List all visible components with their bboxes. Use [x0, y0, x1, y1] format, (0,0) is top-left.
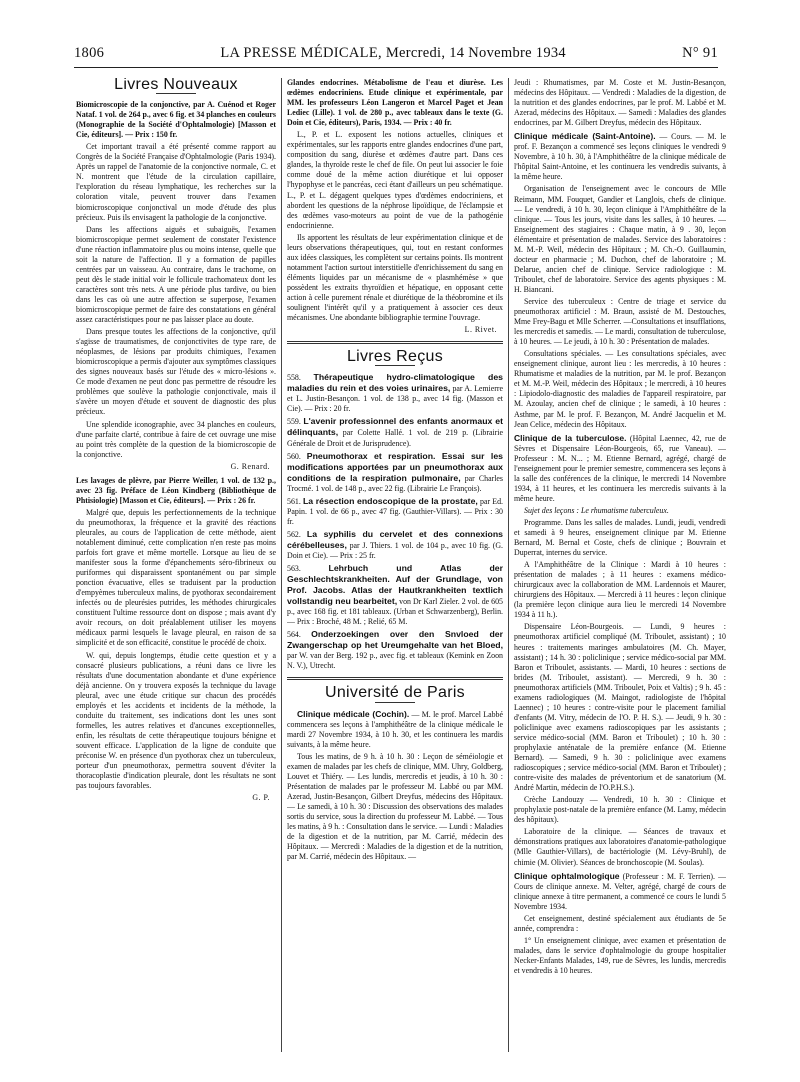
clinic-heading: Clinique de la tuberculose. [514, 432, 627, 443]
item-number: 559. [287, 417, 301, 427]
section-title-universite [287, 684, 503, 702]
review-paragraph: L., P. et L. exposent les notions actuelles, cliniques et expérimentales, sur les rapports entre glandes endocrines d'une part, composition du sang, diurèse et œdèmes d'autre part. Dans ces glandes, la thyroïde reste le chef de file. On peut lui associer le foie comme doué de la même action diurétique et lui opposer l'hypophyse et le pancréas, ceci étant d'ailleurs un peu schématique. L., P. et L. dégagent quelques types d'œdèmes endocriniens, et abordent les questions de la néphrose lipoïdique, de l'éclampsie et des œdèmes vaso-moteurs au point de vue de la pathogénie endocrinienne. [287, 130, 503, 230]
reviewer-signature: G. Renard. [230, 461, 270, 471]
announcement-paragraph: Organisation de l'enseignement avec le concours de Mlle Reimann, MM. Fouquet, Gandier et Langlois, chefs de clinique. — Le vendredi, à 10 h. 30, leçon clinique à l'Amphithéâtre de la clinique. — Tous les jours, visite dans les salles, à 10 heures. — Enseignement des stagiaires : Chaque matin, à 9 . 30, leçon élémentaire et présentation de malades. Service des laboratoires : M. M.-P. Weil, médecin des Hôpitaux ; M. Ch.-O. Guillaumin, docteur en pharmacie ; M. Duchon, chef de laboratoire ; M. Delarue, ancien chef de clinique. Service radiologique : M. Triboulet, chef de laboratoire. Service des agents physiques : M. H. Biancani. [514, 184, 726, 294]
announcement-paragraph [514, 871, 726, 912]
review-paragraph: W. qui, depuis longtemps, étudie cette question et y a consacré plusieurs publications, a réuni dans ce livre les résultats d'une documentation abondante et d'une expérience déjà ancienne. On y trouvera exposés la technique du lavage pleural, avec une étude critique sur chacun des procédés employés et les accidents et incidents de la méthode, la conduite du traitement, ses indications dont les unes sont formelles, les autres relatives et d'ancunes exceptionnelles, enfin, les résultats de cette thérapeutique toujours bénigne et souvent efficace. L'application de la ligne de conduite que préconise W. en présence d'un pyothorax chez un tuberculeux, porteur d'un pneumothorax, permettra souvent d'éviter la thoracoplastie d'indication pleurale, dont les résultats ne sont pas toujours favorables. [76, 650, 276, 791]
item-number: 561. [287, 496, 301, 506]
review-paragraph: Malgré que, depuis les perfectionnements de la technique du pneumothorax, la fréquence et la gravité des réactions pleurales, au cours de l'application de cette méthode, aient notablement diminué, cette complication n'en reste pas moins parfois fort grave et même mortelle. Lorsque au lieu de se manifester sous la forme d'épanchements séro-fibrineux ou puriformes qui disparaissent spontanément ou par simple ponction évacuative, elles se traduisent par la production d'empyèmes tuberculeux malins, de pyothorax secondairement infectés ou de pleurésies putrides, les méthodes chirurgicales constituent l'ultime ressource dont on dispose ; mais avant d'y avoir recours, on doit préalablement utiliser les moyens médicaux parmi lesquels le lavage pleural, en raison de sa simplicité et de son efficacité, constitue le procédé de choix. [76, 507, 276, 648]
item-title: Lehrbuch und Atlas der Geschlechtskrankheiten. Auf der Grundlage, von Prof. Jacobs. Atlas der Hautkrankheiten textlich vollstandig neu bearbeitet, [287, 563, 503, 607]
section-title-text: Livres Reçus [346, 348, 444, 366]
book-reference: Glandes endocrines. Métabolisme de l'eau et diurèse. Les œdèmes endocriniens. Etude clinique et expérimentale, par MM. les professeurs Léon Langeron et Marcel Paget et Jean Lediec (Lille). 1 vol. de 280 p., avec tableaux dans le texte (G. Doin et Cie, éditeurs), Paris, 1934. — Prix : 40 fr. [287, 78, 503, 128]
received-books-list [287, 372, 503, 671]
announcement-paragraph: 1° Un enseignement clinique, avec examen et présentation de malades, dans le service d'ophtalmologie du groupe hospitalier Necker-Enfants Malades, 149, rue de Sèvres, les lundis, mercredis et vendredis à 10 heures. [514, 935, 726, 975]
item-title: La syphilis du cervelet et des connexions cérébelleuses, [287, 528, 503, 550]
item-title: La résection endoscopique de la prostate, [303, 495, 478, 506]
announcement-paragraph: Consultations spéciales. — Les consultations spéciales, avec enseignement clinique, auront lieu : les mercredis, à 10 heures : Rhumatisme et maladies de la nutrition, par M. le prof. Bezançon et M. M.-P. Weil, médecin des Hôpitaux ; le mercredi, à 10 heures : Lipiodolo-diagnostic des maladies de l'appareil respiratoire, par M. Azoulay, ancien chef de clinique ; le samedi, à 10 heures : Asthme, par M. le prof. F. Bezançon, M. André Jacquelin et M. Jean Celice, médecin des Hôpitaux. [514, 349, 726, 429]
header-rule [74, 67, 718, 68]
item-details: par Ed. Papin. 1 vol. de 66 p., avec 47 fig. (Gauthier-Villars). — Prix : 30 fr. [287, 496, 503, 526]
announcement-text: (Professeur : M. F. Terrien). — Cours de clinique annexe. M. Velter, agrégé, chargé de cours de clinique annexe à titre permanent, a commencé ce cours le lundi 5 Novembre 1934. [514, 871, 726, 911]
review-paragraph: Une splendide iconographie, avec 34 planches en couleurs, d'une parfaite clarté, contribue à faire de cet ouvrage une mise au point très complète de la question de la biomicroscopie de la conjonctive. [76, 419, 276, 459]
received-book-item [287, 629, 503, 671]
announcement-paragraph [287, 709, 503, 750]
announcement-paragraph: Crèche Landouzy — Vendredi, 10 h. 30 : Clinique et prophylaxie post-natale de la première enfance (M. Lamy, médecin des hôpitaux). [514, 795, 726, 825]
item-number: 564. [287, 630, 301, 640]
announcement-text: — Cours. — M. le prof. F. Bezançon a commencé ses leçons cliniques le vendredi 9 Novembre, à 10 h. 30, à l'Amphithéâtre de la clinique médicale de l'hôpital Saint-Antoine, et les continuera les vendredis suivants, à la même heure. [514, 132, 726, 182]
item-number: 560. [287, 451, 301, 461]
section-title-text: Livres Nouveaux [114, 78, 238, 93]
received-book-item [287, 451, 503, 494]
issue-number: N° 91 [682, 45, 718, 61]
column-3 [514, 78, 726, 1052]
page-header [74, 45, 718, 65]
section-separator [287, 341, 503, 344]
received-book-item [287, 496, 503, 527]
announcement-paragraph: Laboratoire de la clinique. — Séances de travaux et démonstrations pratiques aux laboratoires d'anatomie-pathologique (Mlle Gauthier-Villars), de bactériologie (M. Lévy-Bruhl), de chimie (M. Olivier). Séances de bronchoscopie (M. Soulas). [514, 827, 726, 867]
announcement-paragraph: Jeudi : Rhumatismes, par M. Coste et M. Justin-Besançon, médecins des Hôpitaux. — Vendredi : Maladies de la digestion, de la nutrition et des glandes endocrines, par le prof. M. Labbé et M. Azerad, médecins des Hôpitaux. — Samedi : Maladies des glandes endocrines, par M. Gilbert Dreyfus, médecin des Hôpitaux. [514, 78, 726, 128]
item-number: 562. [287, 529, 301, 539]
announcement-paragraph: Cet enseignement, destiné spécialement aux étudiants de 5e année, comprendra : [514, 913, 726, 933]
item-details: par Charles Trocmé. 1 vol. de 148 p., avec 22 fig. (Librairie Le François). [287, 473, 503, 493]
item-title: Thérapeutique hydro-climatologique des maladies du rein et des voies urinaires, [287, 372, 503, 394]
announcement-paragraph: Service des tuberculeux : Centre de triage et service du pneumothorax artificiel : M. Braun, assisté de M. Destouches, Mme Frey-Bagu et Mlle Scherrer. —Consultations et insufflations, les mercredis et samedis. — Le mardi, consultation de tuberculose, à 10 heures. — Le jeudi, à 10 h. 30 : Présentation de malades. [514, 296, 726, 347]
journal-name: LA PRESSE MÉDICALE, [220, 45, 382, 61]
section-title-livres-nouveaux [76, 80, 276, 94]
review-paragraph: Dans les affections aiguës et subaiguës, l'examen biomicroscopique permet seulement de constater l'existence d'une réaction inflammatoire plus ou moins intense, quelle que soit la nature de l'affection. Il y a formation de papilles centrées par un vaisseau. Au contraire, dans le trachome, on peut dès le stade initial voir le follicule trachomateux dont les caractères sont très nets. A une période plus tardive, ou bien dans les cas où une autre affection se superpose, l'examen biomicroscopique permet de faire des constatations en général assez caractéristiques pour ne pas laisser place au doute. [76, 224, 276, 325]
announcement-paragraph [514, 131, 726, 182]
announcement-paragraph: Sujet des leçons : Le rhumatisme tuberculeux. [524, 505, 669, 515]
item-details: par A. Lemierre et L. Justin-Besançon. 1 vol. de 138 p., avec 14 fig. (Masson et Cie). — Prix : 20 fr. [287, 384, 503, 414]
item-details: von Dr Karl Zieler. 2 vol. de 605 p., avec 168 fig. et 181 tableaux. (Urban et Schwarzenberg), Berlin. — Prix : Broché, 48 M. ; Relié, 65 M. [287, 597, 503, 627]
item-details: par W. van der Berg. 192 p., avec fig. et tableaux (Kemink en Zoon N. V.), Utrecht. [287, 651, 503, 671]
received-book-item [287, 563, 503, 627]
announcement-paragraph: A l'Amphithéâtre de la Clinique : Mardi à 10 heures : présentation de malades ; à 11 heures : examens médico-chirurgicaux avec la collaboration de MM. Lardennois et Maurer, chirurgiens des Hôpitaux. — Mercredi à 11 heures : leçon clinique (la première leçon clinique aura lieu le mercredi 14 Novembre 1934 à 11 h.). [514, 560, 726, 620]
section-title-livres-recus [287, 348, 503, 366]
announcement-paragraph [514, 433, 726, 504]
review-paragraph: Dans presque toutes les affections de la conjonctive, qu'il s'agisse de traumatismes, de conjonctivites de type rare, de néoplasmes, de lésions par produits chimiques, l'examen biomicroscopique a permis d'ajouter aux symptômes classiques des signes nouveaux basés sur l'étude des « micro-lésions ». Ce mode d'examen ne peut donc pas permettre de résoudre les problèmes que soulève la pathologie conjonctivale, mais il s'avère un moyen d'étude et souvent de diagnostic des plus précieux. [76, 327, 276, 417]
title-underline [375, 365, 415, 366]
review-paragraph: Ils apportent les résultats de leur expérimentation clinique et de leurs observations thérapeutiques, qui, tout en restant conformes aux idées classiques, les complètent sur certains points. Ils montrent notamment l'action surtout interstitielle d'enrichissement du sang en éléments liquides par un mécanisme de « plasmhémèse » que possèdent les extraits thyroïdien et hépatique, en opposant cette action à celle purement rénale et diurétique de la théobromine et ils soulignent l'intérêt qu'il y a pratiquement à associer ces deux mécanismes. Une abondante bibliographie termine l'ouvrage. [287, 232, 503, 323]
section-separator [287, 677, 503, 680]
reviewer-signature: G. P. [252, 793, 270, 803]
column-2 [287, 78, 503, 1052]
item-number: 558. [287, 373, 301, 383]
title-underline [156, 93, 196, 94]
announcement-paragraph: Programme. Dans les salles de malades. Lundi, jeudi, vendredi et samedi à 9 heures, enseignement clinique par M. Etienne Bernard, M. Bernal et Coste, chefs de clinique ; Bouvrain et Duperrat, internes du service. [514, 517, 726, 558]
announcement-text: (Hôpital Laennec, 42, rue de Sèvres et Dispensaire Léon-Bourgeois, 65, rue Vaneau). — Professeur : M. N... ; M. Etienne Bernard, agrégé, chargé de l'enseignement pour le premier semestre, commencera ses leçons à la salle des conférences de la clinique, le mercredi 14 Novembre 1934, à 11 heures, et les continuera les mercredis suivants à la même heure. [514, 433, 726, 503]
review-paragraph: Cet important travail a été présenté comme rapport au Congrès de la Société Française d'Ophtalmologie (Paris 1934). Après un rappel de l'anatomie de la conjonctive normale, C. et N. montrent que l'étude de la circulation capillaire, l'exploration du réseau lymphatique, les recherches sur la coloration vitale, peuvent trouver dans l'examen biomicroscopique conjonctival un mode d'étude des plus précieux. Puis ils envisagent la pathologie de la conjonctive. [76, 142, 276, 222]
received-book-item [287, 529, 503, 561]
announcement-text: — M. le prof. Marcel Labbé commencera ses leçons à l'amphithéâtre de la clinique médicale le mardi 27 Novembre 1934, à 10 h. 30, et les continuera les mardis suivants, à la même heure. [287, 709, 503, 749]
book-reference: Les lavages de plèvre, par Pierre Weiller, 1 vol. de 132 p., avec 23 fig. Préface de Léon Kindberg (Bibliothèque de Phtisiologie) [Masson et Cie, éditeurs]. — Prix : 26 fr. [76, 475, 276, 505]
column-1 [76, 78, 276, 1052]
journal-title [220, 45, 566, 62]
column-divider-1 [281, 78, 282, 1052]
issue-date: Mercredi, 14 Novembre 1934 [385, 45, 566, 61]
item-details: par Colette Hallé. 1 vol. de 219 p. (Librairie Générale de Droit et de Jurisprudence). [287, 428, 503, 448]
received-book-item [287, 372, 503, 414]
reviewer-signature: L. Rivet. [464, 325, 497, 335]
page-number-left: 1806 [74, 45, 105, 61]
clinic-heading: Clinique médicale (Saint-Antoine). [514, 131, 656, 142]
item-title: L'avenir professionnel des enfants anormaux et délinquants, [287, 416, 503, 438]
item-details: par J. Thiers. 1 vol. de 104 p., avec 10 fig. (G. Doin et Cie). — Prix : 25 fr. [287, 540, 503, 560]
announcement-paragraph: Tous les matins, de 9 h. à 10 h. 30 : Leçon de séméiologie et examen de malades par les chefs de clinique, MM. Uhry, Goldberg, Louvet et Thiéry. — Les lundis, mercredis et jeudis, à 10 h. 30 : Présentation de malades par le professeur M. Labbé ou par MM. Azerad, Justin-Besançon, Gilbert Dreyfus, médecins des Hôpitaux. — Le samedi, à 10 h. 30 : Discussion des observations des malades sortis du service, sous la direction du professeur M. Labbé. — Tous les matins, à 9 h. : Consultation dans le service. — Lundi : Maladies de la digestion et de la nutrition, par M. Carrié, médecin des Hôpitaux. — Mercredi : Maladies de la digestion et de la nutrition, par M. Carrié, médecin des Hôpitaux. — [287, 751, 503, 862]
item-title: Onderzoekingen over den Snvloed der Zwangerschap op het Ureumgehalte van het Bloed, [287, 629, 503, 651]
clinic-heading: Clinique médicale (Cochin). [297, 708, 410, 719]
book-reference: Biomicroscopie de la conjonctive, par A. Cuénod et Roger Nataf. 1 vol. de 264 p., avec 6 fig. et 34 planches en couleurs (Monographie de la Société d'Ophtalmologie) [Masson et Cie, éditeurs]. — Prix : 150 fr. [76, 100, 276, 140]
section-title-text: Université de Paris [325, 684, 465, 702]
item-title: Pneumothorax et respiration. Essai sur les modifications apportées par un pneumothorax aux conditions de la respiration pulmonaire, [287, 450, 503, 483]
item-number: 563. [287, 564, 301, 574]
announcement-paragraph: Dispensaire Léon-Bourgeois. — Lundi, 9 heures : pneumothorax artificiel compliqué (M. Triboulet, assistant) ; 10 heures : traitements maringes ambulatoires (M. Ch. Mayer, assistant) ; 14 h. 30 : policlinique ; service médico-social par MM. Baron et Triboulet, assistants. — Mardi, 10 heures : sections de brides (M. Triboulet, assistant). — Mercredi, 9 h. 30 : pneumothorax artificiels (MM. Triboulet, Poix et Valtis) ; 9 h. 45 : examens radiologiques (M. Maingot, radiologiste de l'hôpital Laennec) ; 10 heures : contre-visite pour le placement familial d'enfants (M. Vitry, médecin de l'O. P. H. S.). — Jeudi, 9 h. 30 : policlinique avec examens radioscopiques par les assistants ; service médico-social (MM. Baron et Triboulet) ; 10 h. 30 : prophylaxie anténatale de la première enfance (M. Etienne Bernard). — Samedi, 9 h. 30 : policlinique avec examens radioscopiques ; service médico-social (MM. Baron et Triboulet) ; contre-visite des malades de préventorium et de sanatorium (M. André Martin, médecin de l'O.P.H.S.). [514, 622, 726, 793]
column-divider-2 [508, 78, 509, 1052]
received-book-item [287, 416, 503, 448]
title-underline [375, 702, 415, 703]
clinic-heading: Clinique ophtalmologique [514, 870, 620, 881]
